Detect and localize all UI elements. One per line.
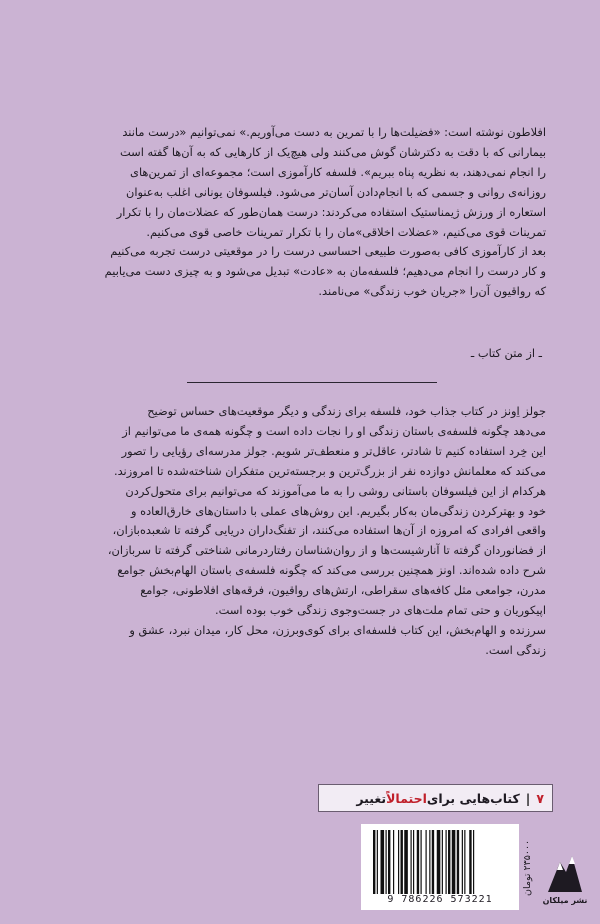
divider-line [187, 382, 437, 383]
series-title-start: کتاب‌هایی برای [426, 790, 520, 806]
excerpt-source: ـ از متن کتاب ـ [470, 346, 542, 360]
series-label [318, 784, 553, 812]
book-excerpt-quote: افلاطون نوشته است: «فضیلت‌ها را با تمرین به دست می‌آوریم.» نمی‌توانیم «درست مانند بیمارانی که با دقت به دکترشان گوش می‌کنند ولی هیچ‌یک از کارهایی که به آن‌ها گفته است را انجام نمی‌دهند، به نظریه پناه ببریم». فلسفه کارآموزی است؛ مجموعه‌ای از تمرین‌های روزانه‌ی روانی و جسمی که با انجام‌دادن آسان‌تر می‌شود. فیلسوفان یونانی اغلب به‌عنوان استعاره از ورزش ژیمناستیک استفاده می‌کردند: درست همان‌طور که عضلات‌مان را با تکرار تمرینات قوی می‌کنیم، «عضلات اخلاقی»‌مان را با تکرار تمرینات خاصی قوی می‌کنیم. بعد از کارآموزی کافی به‌صورت طبیعی احساسی درست را در موقعیتی درست تجربه می‌کنیم و کار درست را انجام می‌دهیم؛ فلسفه‌مان به «عادت» تبدیل می‌شود و به چیزی دست می‌یابیم که رواقیون آن‌را «جریان خوب زندگی» می‌نامند. [104, 125, 546, 299]
isbn-number: 9 786226 573221 [387, 894, 493, 905]
publisher-logo-icon [546, 826, 584, 896]
publisher-name: نشر میلکان [542, 896, 588, 905]
price-label: ۲۳۵۰۰۰ تومان [522, 839, 533, 897]
barcode-icon [371, 830, 509, 894]
series-title-accent: احتمالاً [386, 790, 427, 806]
book-description: جولز اِونز در کتاب جذاب خود، فلسفه برای زندگی و دیگر موقعیت‌های حساس توضیح می‌دهد چگونه فلسفه‌ی باستان زندگی او را نجات داده است و چگونه همه‌ی ما می‌توانیم از این خِرد استفاده کنیم تا شادتر، عاقل‌تر و منعطف‌تر شویم. جولز مدرسه‌ای رؤیایی را تصور می‌کند که معلمانش دوازده نفر از بزرگ‌ترین و برجسته‌ترین متفکران شناخته‌شده تا امروزند. هرکدام از این فیلسوفان باستانی روشی را به ما می‌آموزند که می‌توانیم برای متحول‌کردن خود و بهترکردن زندگی‌مان به‌کار بگیریم. این روش‌های عملی با داستان‌های خارق‌العاده و واقعی افرادی که امروزه از آن‌ها استفاده می‌کنند، از تفنگ‌داران دریایی گرفته تا شعبده‌بازان، از فضانوردان گرفته تا آنارشیست‌ها و از روان‌شناسان رفتاردرمانی شناختی گرفته تا سربازان، شرح داده شده‌اند. اونز همچنین بررسی می‌کند که چگونه فلسفه‌ی باستان الهام‌بخش جوامع مدرن، جوامعی مثل کافه‌های سقراطی، ارتش‌های رواقیون، فرقه‌های افلاطونی، جوامع اپیکوریان و حتی تمام ملت‌های در جست‌وجوی زندگی خوب بوده است. سرزنده و الهام‌بخش، این کتاب فلسفه‌ای برای کوی‌وبرزن، محل کار، میدان نبرد، عشق و زندگی است. [107, 404, 546, 657]
series-separator: | [525, 790, 531, 806]
series-title-end: تغییر [356, 790, 387, 806]
barcode-panel [361, 824, 519, 910]
series-number: ۷ [536, 790, 544, 806]
